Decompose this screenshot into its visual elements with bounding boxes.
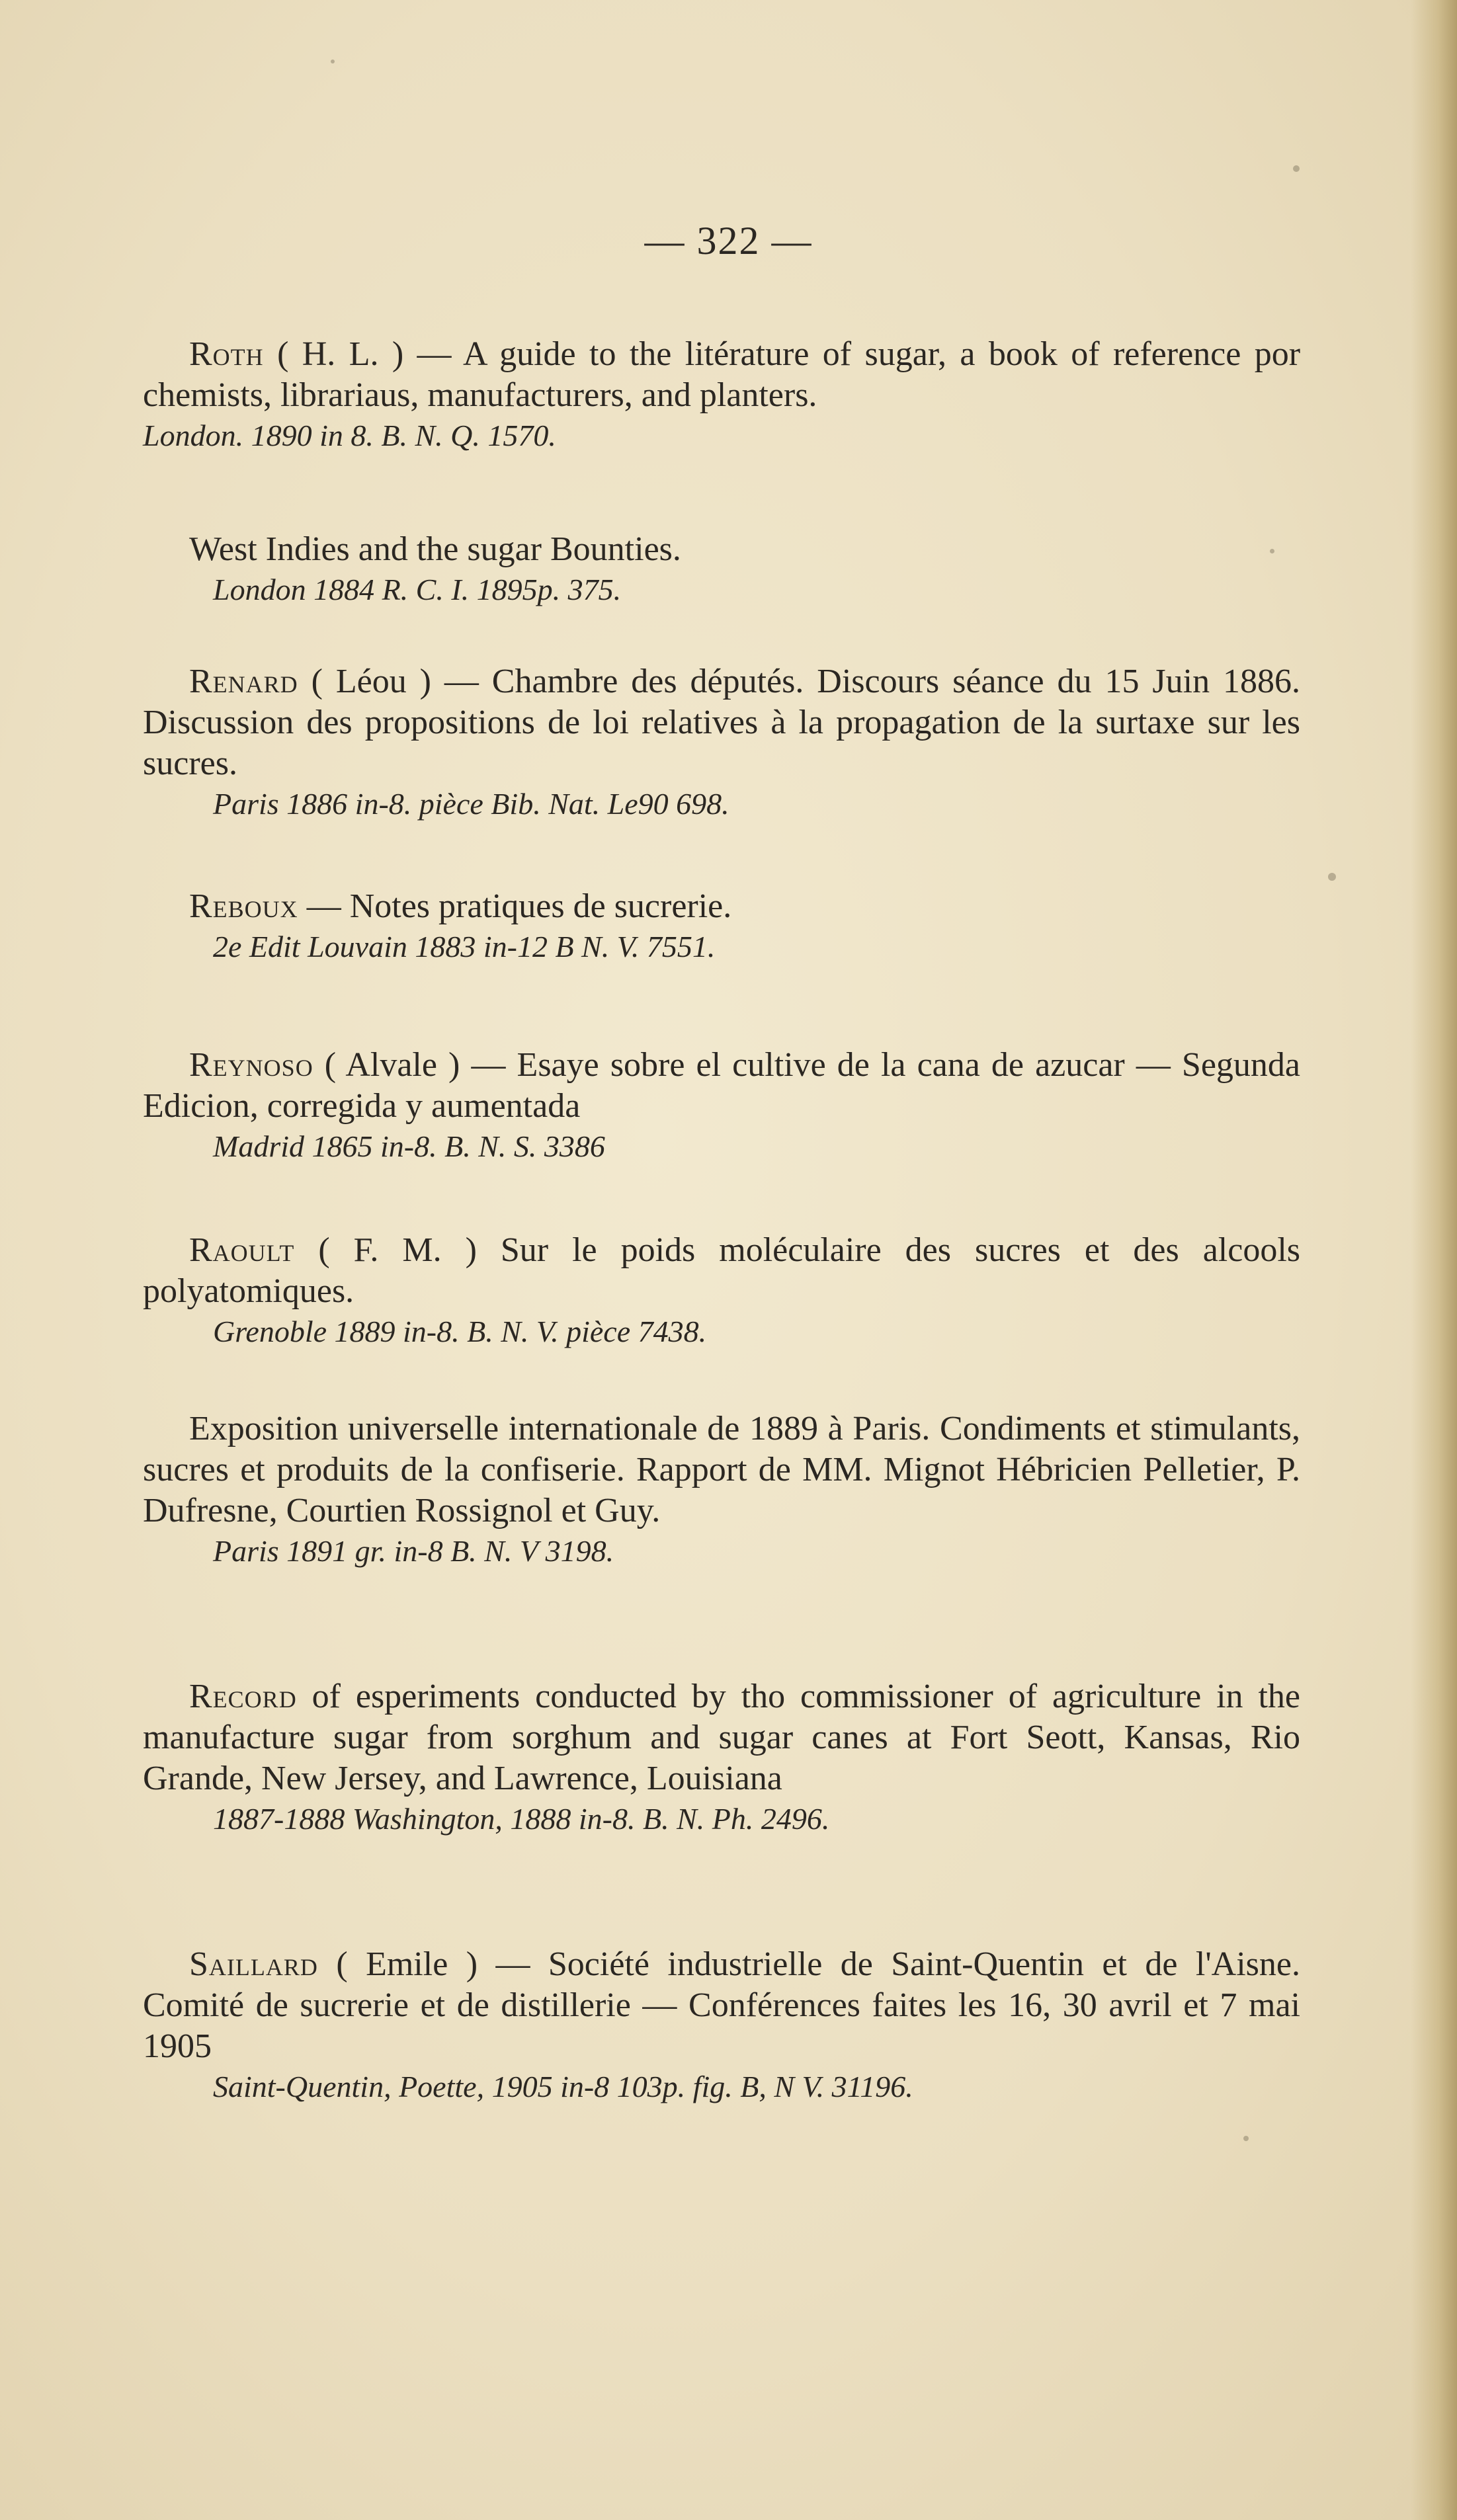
entry-author: Reynoso [189, 1046, 313, 1084]
entry-reference: Grenoble 1889 in-8. B. N. V. pièce 7438. [213, 1315, 707, 1348]
entry-body [143, 661, 1300, 784]
entry-body [143, 886, 1300, 927]
entry-text: ( Emile ) — Société industrielle de Saint-Quentin et de l'Aisne. Comité de sucrerie et de distillerie — Conférences faites les 16, 30 avril et 7 mai 1905 [143, 1945, 1301, 2065]
bibliography-entry [143, 1045, 1300, 1166]
entry-body [143, 1045, 1300, 1127]
bibliography-entry [143, 529, 1300, 610]
entry-author: Renard [189, 663, 298, 700]
page-edge-shadow [1411, 0, 1457, 2520]
entry-reference: 2e Edit Louvain 1883 in-12 B N. V. 7551. [213, 930, 716, 963]
bibliography-entry [143, 1944, 1300, 2107]
entry-author: Roth [189, 335, 264, 373]
entry-text: West Indies and the sugar Bounties. [189, 530, 681, 568]
paper-speck [1270, 549, 1274, 553]
entry-author: Record [189, 1678, 297, 1715]
entry-body [143, 1676, 1300, 1799]
entry-text: ( H. L. ) — A guide to the litérature of sugar, a book of reference por chemists, librariaus, manufacturers, and planters. [143, 335, 1301, 414]
entry-text: of esperiments conducted by tho commissioner of agriculture in the manufacture sugar from sorghum and sugar canes at Fort Seott, Kansas, Rio Grande, New Jersey, and Lawrence, Louisiana [143, 1678, 1300, 1797]
entry-reference: Madrid 1865 in-8. B. N. S. 3386 [213, 1129, 605, 1163]
entry-body [143, 1944, 1300, 2067]
paper-speck [1243, 2136, 1249, 2141]
bibliography-entry [143, 1230, 1300, 1352]
entry-reference: 1887-1888 Washington, 1888 in-8. B. N. Ph. 2496. [213, 1802, 830, 1836]
entry-text: ( F. M. ) Sur le poids moléculaire des sucres et des alcools polyatomiques. [143, 1231, 1300, 1310]
entry-text: ( Alvale ) — Esaye sobre el cultive de la cana de azucar — Segunda Edicion, corregida y aumentada [143, 1046, 1301, 1125]
entry-text: — Notes pratiques de sucrerie. [306, 887, 732, 925]
bibliography-entry [143, 1408, 1300, 1571]
entry-text: Exposition universelle internationale de 1889 à Paris. Condiments et stimulants, sucres et produits de la confiserie. Rapport de MM. Mignot Hébricien Pelletier, P. Dufresne, Courtien Rossignol et Guy. [143, 1410, 1300, 1529]
bibliography-entry [143, 1676, 1300, 1839]
bibliography-entry [143, 661, 1300, 824]
entry-reference: Saint-Quentin, Poette, 1905 in-8 103p. fig. B, N V. 31196. [213, 2070, 913, 2103]
entry-body [143, 1230, 1300, 1312]
paper-speck [1328, 873, 1336, 881]
entry-reference: Paris 1891 gr. in-8 B. N. V 3198. [213, 1534, 614, 1568]
entry-reference: Paris 1886 in-8. pièce Bib. Nat. Le90 698. [213, 787, 729, 821]
entry-reference: London 1884 R. C. I. 1895p. 375. [213, 573, 622, 606]
paper-speck [331, 60, 335, 63]
entry-body [143, 334, 1300, 416]
entry-author: Raoult [189, 1231, 295, 1269]
entry-author: Saillard [189, 1945, 318, 1983]
entry-reference: London. 1890 in 8. B. N. Q. 1570. [143, 419, 556, 452]
bibliography-entry [143, 886, 1300, 967]
paper-speck [1293, 165, 1300, 172]
entry-author: Reboux [189, 887, 298, 925]
bibliography-entry [143, 334, 1300, 456]
page-number: — 322 — [644, 219, 813, 263]
entry-text: ( Léou ) — Chambre des députés. Discours séance du 15 Juin 1886. Discussion des propositions de loi relatives à la propagation de la surtaxe sur les sucres. [143, 663, 1300, 782]
